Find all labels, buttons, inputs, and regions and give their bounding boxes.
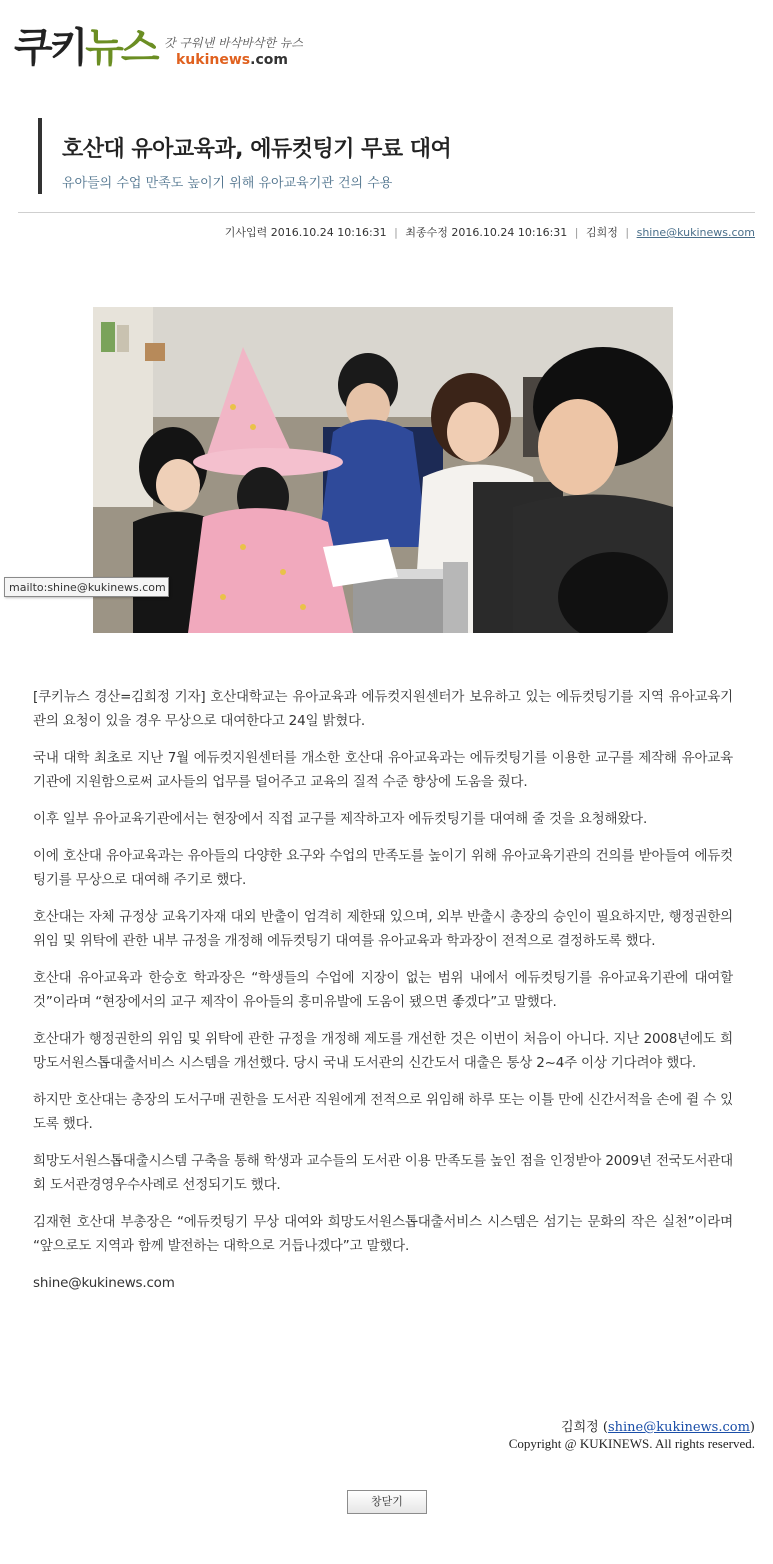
meta-reporter: 김희정	[586, 226, 618, 239]
footer-byline: 김희정 (shine@kukinews.com)	[561, 1420, 755, 1435]
article-paragraph: 호산대는 자체 규정상 교육기자재 대외 반출이 엄격히 제한돼 있으며, 외부 반출시 총장의 승인이 필요하지만, 행정권한의 위임 및 위탁에 관한 내부 규정을 개정해 에듀컷팅기 대여를 유아교육과 학과장이 전적으로 결정하도록 했다.	[33, 909, 733, 949]
article-paragraph: 희망도서원스톱대출시스템 구축을 통해 학생과 교수들의 도서관 이용 만족도를 높인 점을 인정받아 2009년 전국도서관대회 도서관경영우수사례로 선정되기도 했다.	[33, 1153, 733, 1193]
meta-separator: |	[625, 226, 630, 239]
modified-time: 2016.10.24 10:16:31	[451, 226, 568, 239]
modified-label: 최종수정	[405, 226, 448, 239]
article-subtitle: 유아들의 수업 만족도 높이기 위해 유아교육기관 건의 수용	[62, 176, 393, 191]
article-paragraph: 호산대가 행정권한의 위임 및 위탁에 관한 규정을 개정해 제도를 개선한 것은 이번이 처음이 아니다. 지난 2008년에도 희망도서원스톱대출서비스 시스템을 개선했다. 당시 국내 도서관의 신간도서 대출은 통상 2~4주 이상 기다려야 했다.	[33, 1031, 733, 1071]
article-meta	[225, 224, 755, 240]
article-paragraph: 이에 호산대 유아교육과는 유아들의 다양한 요구와 수업의 만족도를 높이기 위해 유아교육기관의 건의를 받아들여 에듀컷팅기를 무상으로 대여해 주기로 했다.	[33, 848, 733, 888]
article-paragraph: [쿠키뉴스 경산=김희정 기자] 호산대학교는 유아교육과 에듀컷지원센터가 보유하고 있는 에듀컷팅기를 지역 유아교육기관의 요청이 있을 경우 무상으로 대여한다고 24일 밝혔다.	[33, 689, 733, 729]
mailto-tooltip: mailto:shine@kukinews.com	[4, 577, 169, 597]
article-photo	[93, 307, 673, 633]
logo-domain	[176, 52, 288, 68]
logo-domain-tld: .com	[250, 52, 288, 68]
logo-text-a: 쿠키	[14, 25, 86, 71]
article-title: 호산대 유아교육과, 에듀컷팅기 무료 대여	[62, 137, 452, 162]
article-paragraph: 국내 대학 최초로 지난 7월 에듀컷지원센터를 개소한 호산대 유아교육과는 에듀컷팅기를 이용한 교구를 제작해 유아교육기관에 지원함으로써 교사들의 업무를 덜어주고 교육의 질적 수준 향상에 도움을 줬다.	[33, 750, 733, 790]
article-paragraph: 하지만 호산대는 총장의 도서구매 권한을 도서관 직원에게 전적으로 위임해 하루 또는 이틀 만에 신간서적을 손에 쥘 수 있도록 했다.	[33, 1092, 733, 1132]
footer-reporter: 김희정	[561, 1420, 599, 1435]
article-body	[33, 685, 733, 1308]
copyright-text: Copyright @ KUKINEWS. All rights reserved.	[508, 1436, 755, 1451]
input-time: 2016.10.24 10:16:31	[270, 226, 387, 239]
photo-illustration	[93, 307, 673, 633]
footer-email-link[interactable]: shine@kukinews.com	[607, 1420, 750, 1435]
headline-box	[38, 118, 738, 194]
logo-domain-name: kukinews	[176, 52, 251, 68]
input-label: 기사입력	[224, 226, 268, 239]
meta-separator: |	[394, 226, 398, 239]
logo-text-b: 뉴스	[85, 25, 157, 71]
header-divider	[18, 212, 755, 213]
closing-email: shine@kukinews.com	[33, 1275, 175, 1291]
logo-slogan: 갓 구워낸 바삭바삭한 뉴스	[164, 36, 303, 50]
article-paragraph: 김재현 호산대 부총장은 “에듀컷팅기 무상 대여와 희망도서원스톱대출서비스 시스템은 섬기는 문화의 작은 실천”이라며 “앞으로도 지역과 함께 발전하는 대학으로 거듭나겠다”고 말했다.	[33, 1214, 733, 1254]
article-paragraph: 호산대 유아교육과 한승호 학과장은 “학생들의 수업에 지장이 없는 범위 내에서 에듀컷팅기를 유아교육기관에 대여할 것”이라며 “현장에서의 교구 제작이 유아들의 흥미유발에 도움이 됐으면 좋겠다”고 말했다.	[33, 970, 733, 1010]
article-paragraph: 이후 일부 유아교육기관에서는 현장에서 직접 교구를 제작하고자 에듀컷팅기를 대여해 줄 것을 요청해왔다.	[33, 811, 648, 827]
reporter-email-link[interactable]: shine@kukinews.com	[636, 226, 755, 239]
close-window-button[interactable]: 창닫기	[347, 1490, 427, 1514]
meta-separator: |	[574, 226, 579, 239]
logo-wordmark	[14, 24, 157, 72]
